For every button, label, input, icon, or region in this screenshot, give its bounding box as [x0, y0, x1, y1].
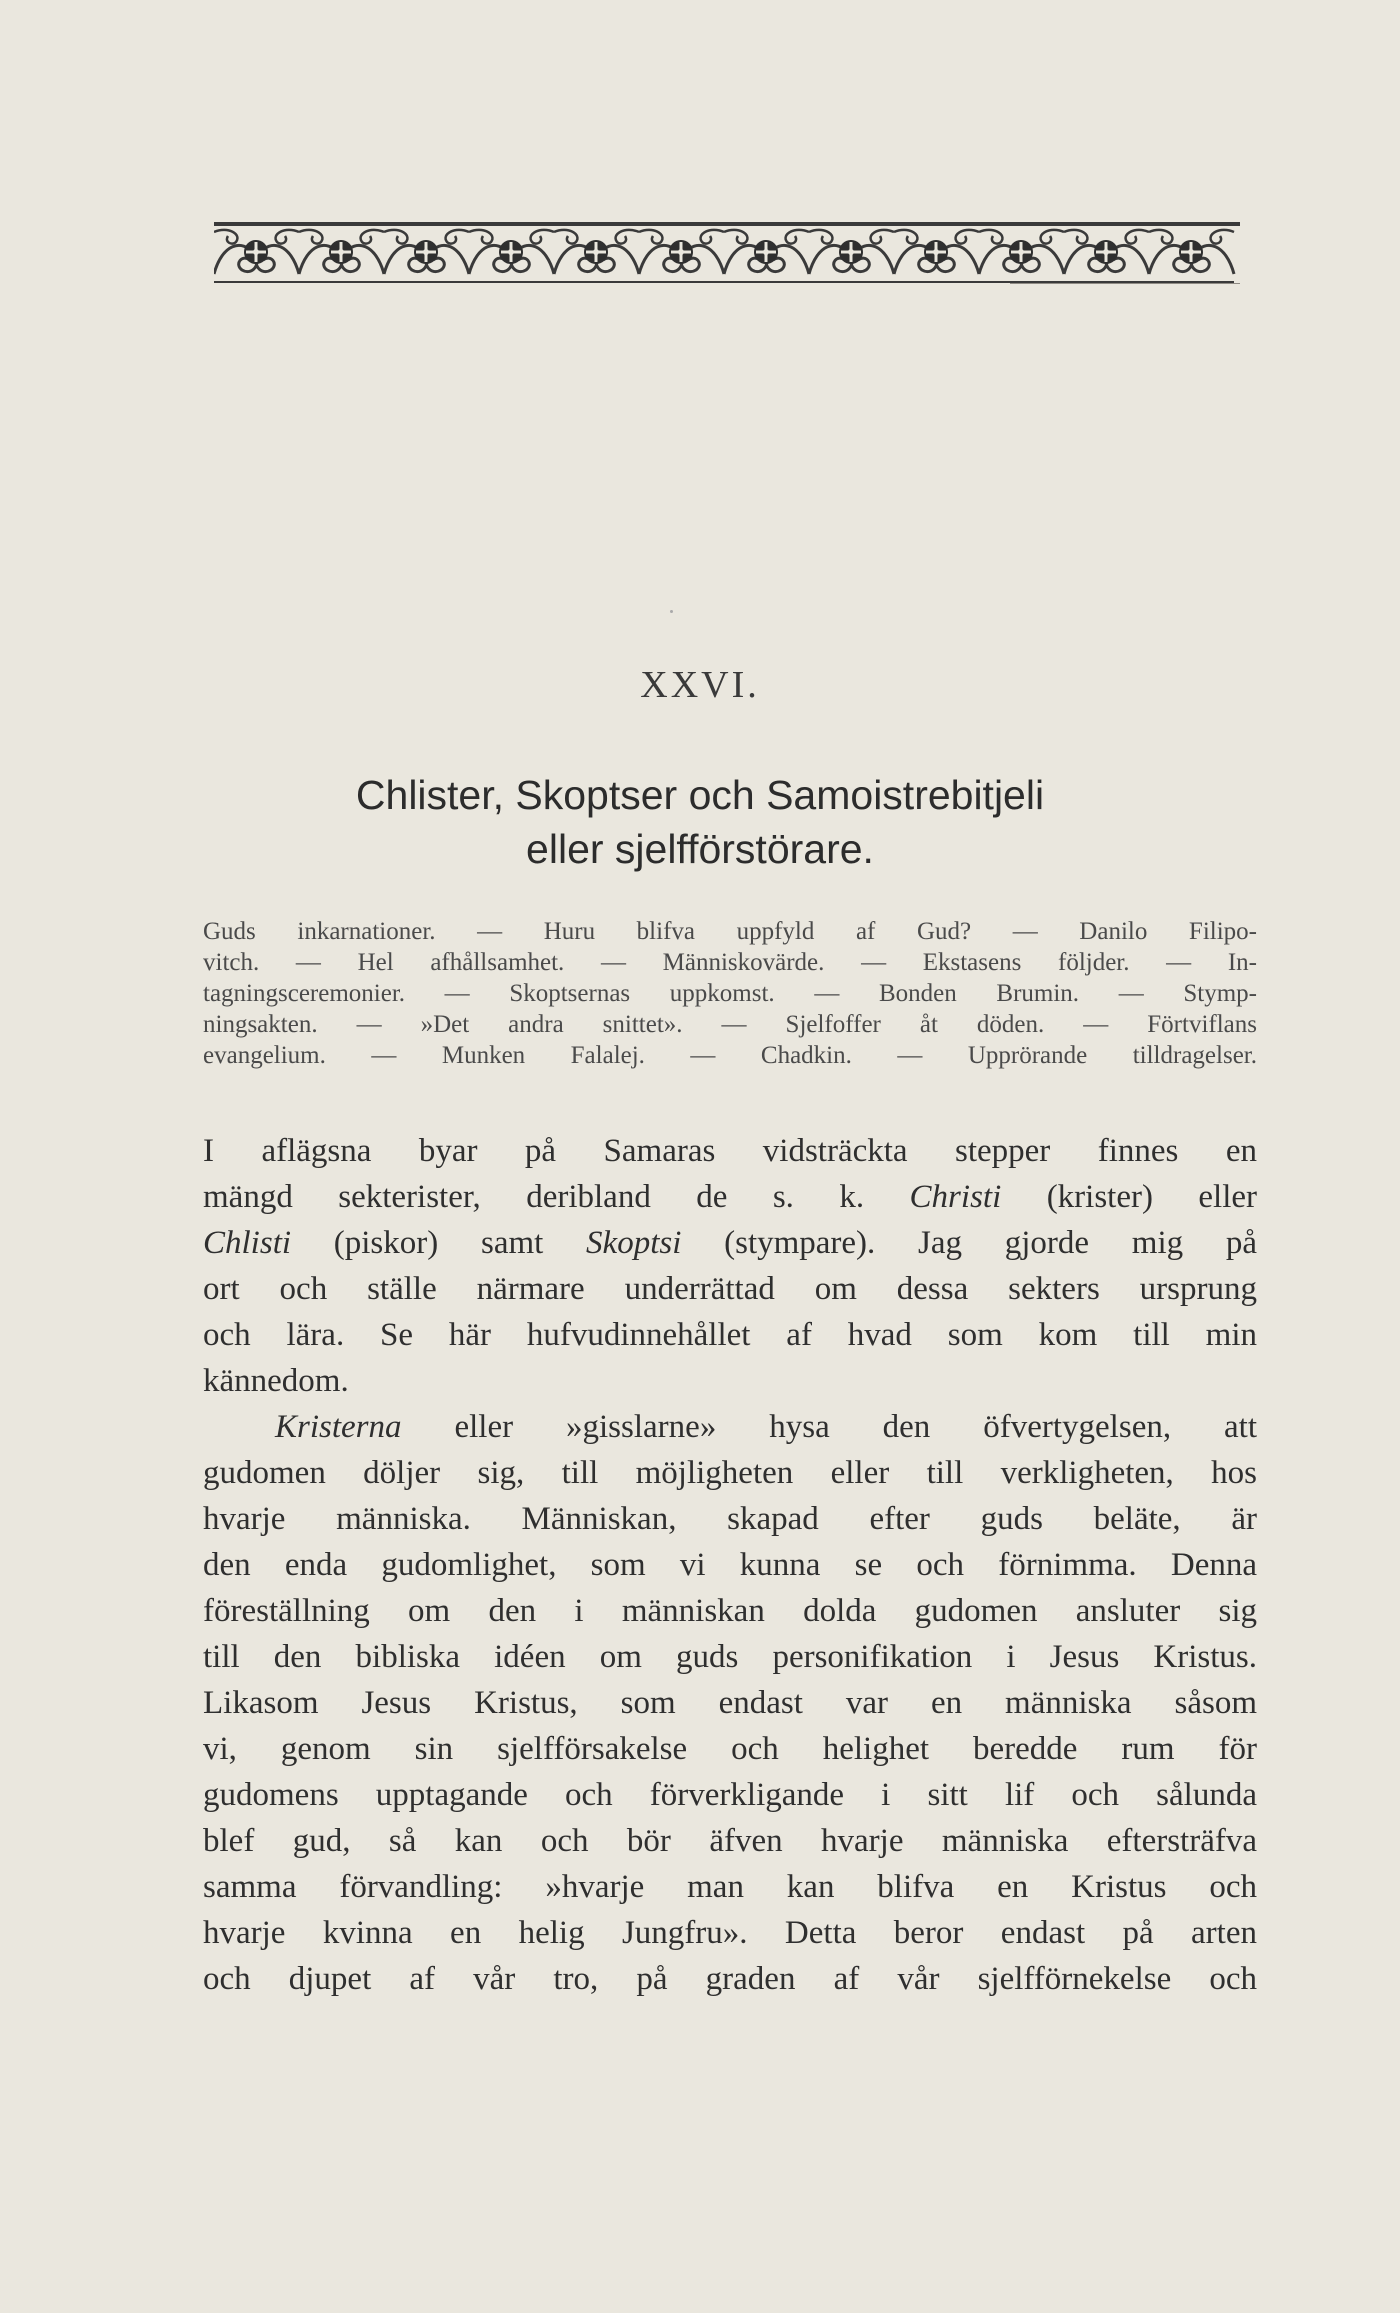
text-line: föreställning om den i människan dolda gudomen ansluter sig	[203, 1593, 1257, 1629]
print-speck	[670, 610, 673, 613]
italic-term: Kristerna	[275, 1409, 402, 1445]
ornament-underline	[1010, 283, 1240, 284]
text-line: och djupet af vår tro, på graden af vår sjelfförnekelse och	[203, 1961, 1257, 1997]
text-line	[203, 1174, 1257, 1220]
body-text	[203, 1128, 1257, 2002]
text-line: hvarje kvinna en helig Jungfru». Detta beror endast på arten	[203, 1915, 1257, 1951]
text-line	[203, 1404, 1257, 1450]
summary-line: evangelium. — Munken Falalej. — Chadkin. — Upprörande tilldragelser.	[203, 1042, 1257, 1069]
text-line: Likasom Jesus Kristus, som endast var en människa såsom	[203, 1685, 1257, 1721]
chapter-summary	[203, 916, 1257, 1071]
text-line: och lära. Se här hufvudinnehållet af hvad som kom till min	[203, 1317, 1257, 1353]
summary-line: ningsakten. — »Det andra snittet». — Sjelfoffer åt döden. — Förtviflans	[203, 1011, 1257, 1038]
text-line: samma förvandling: »hvarje man kan blifva en Kristus och	[203, 1869, 1257, 1905]
summary-line: Guds inkarnationer. — Huru blifva uppfyld af Gud? — Danilo Filipo-	[203, 918, 1257, 945]
decorative-ornament-band	[214, 222, 1240, 284]
text-run: (stympare). Jag gjorde mig på	[724, 1225, 1258, 1261]
paragraph-1	[203, 1128, 1257, 1404]
text-run: eller »gisslarne» hysa den öfvertygelsen, att	[454, 1409, 1257, 1445]
text-run: mängd sekterister, deribland de s. k.	[203, 1179, 865, 1215]
text-line: gudomen döljer sig, till möjligheten eller till verkligheten, hos	[203, 1455, 1257, 1491]
text-line: hvarje människa. Människan, skapad efter guds beläte, är	[203, 1501, 1257, 1537]
italic-term: Skoptsi	[586, 1225, 682, 1261]
chapter-number: XXVI.	[640, 664, 760, 706]
text-line: vi, genom sin sjelfförsakelse och helighet beredde rum för	[203, 1731, 1257, 1767]
chapter-title-line-2: eller sjelfförstörare.	[526, 826, 874, 872]
text-line: blef gud, så kan och bör äfven hvarje människa eftersträfva	[203, 1823, 1257, 1859]
italic-term: Christi	[909, 1179, 1002, 1215]
summary-line: vitch. — Hel afhållsamhet. — Människovärde. — Ekstasens följder. — In-	[203, 949, 1257, 976]
paragraph-2	[203, 1404, 1257, 2002]
text-line: den enda gudomlighet, som vi kunna se och förnimma. Denna	[203, 1547, 1257, 1583]
text-line: ort och ställe närmare underrättad om dessa sekters ursprung	[203, 1271, 1257, 1307]
text-line: kännedom.	[203, 1363, 349, 1399]
text-run: (piskor) samt	[333, 1225, 544, 1261]
text-run: (krister) eller	[1046, 1179, 1258, 1215]
chapter-title	[0, 768, 1400, 876]
text-line: gudomens upptagande och förverkligande i sitt lif och sålunda	[203, 1777, 1257, 1813]
summary-line: tagningsceremonier. — Skoptsernas uppkomst. — Bonden Brumin. — Stymp-	[203, 980, 1257, 1007]
italic-term: Chlisti	[203, 1225, 292, 1261]
text-line: till den bibliska idéen om guds personifikation i Jesus Kristus.	[203, 1639, 1257, 1675]
chapter-title-line-1: Chlister, Skoptser och Samoistrebitjeli	[355, 772, 1045, 818]
text-line: I aflägsna byar på Samaras vidsträckta stepper finnes en	[203, 1133, 1257, 1169]
text-line	[203, 1220, 1257, 1266]
